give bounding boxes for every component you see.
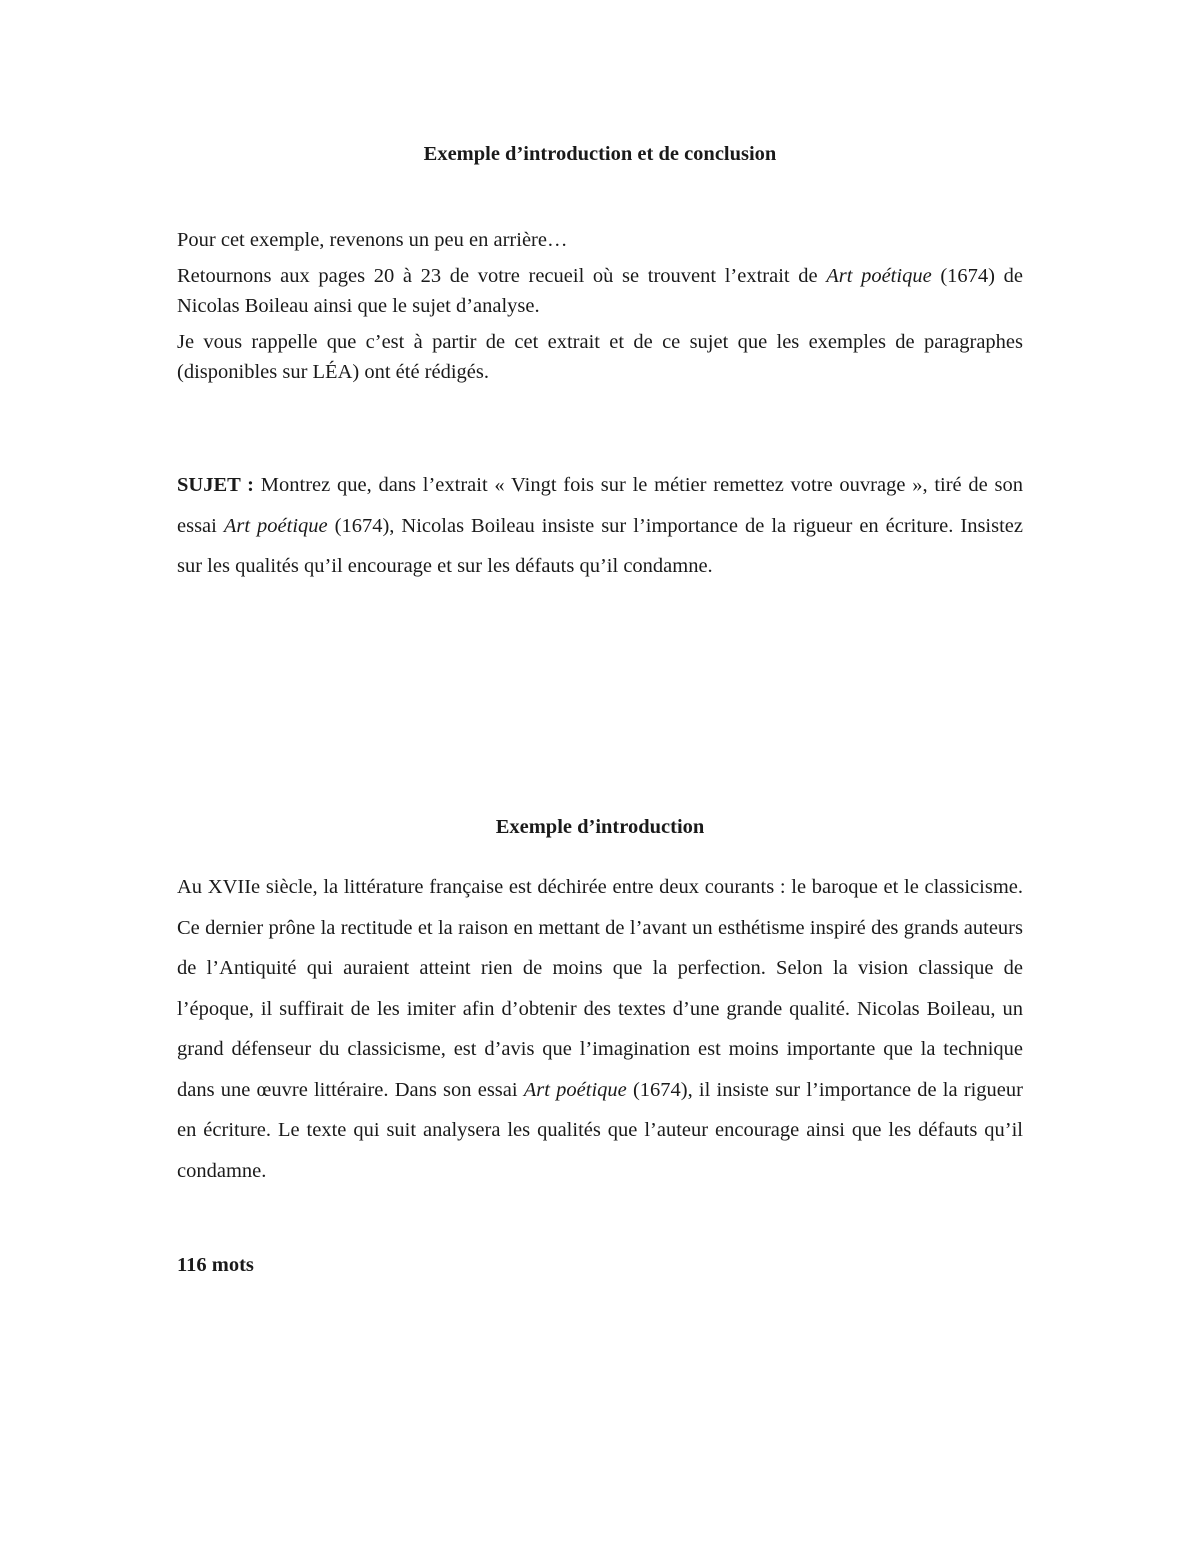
- introduction-paragraph: [177, 867, 1023, 1191]
- introduction-heading: Exemple d’introduction: [495, 816, 705, 838]
- subject-section: [177, 465, 1023, 587]
- subject-paragraph: [177, 465, 1023, 587]
- context-paragraph-3: Je vous rappelle que c’est à partir de cet extrait et de ce sujet que les exemples de paragraphes (disponibles sur LÉA) ont été rédigés.: [177, 331, 1023, 383]
- document-title: Exemple d’introduction et de conclusion: [423, 143, 777, 165]
- work-title: Art poétique: [826, 265, 932, 287]
- context-paragraph-2: [177, 261, 1023, 321]
- context-paragraph-1: Pour cet exemple, revenons un peu en arrière…: [177, 229, 568, 251]
- subject-work-title: Art poétique: [223, 514, 328, 537]
- introduction-text: Au XVIIe siècle, la littérature française est déchirée entre deux courants : le baroque et le classicisme. Ce dernier prône la rectitude et la raison en mettant de l’avant un esthétisme inspiré des grands auteurs de l’Antiquité qui auraient atteint rien de moins que la perfection. Selon la vision classique de l’époque, il suffirait de les imiter afin d’obtenir des textes d’une grande qualité. Nicolas Boileau, un grand défenseur du classicisme, est d’avis que l’imagination est moins importante que la technique dans une œuvre littéraire. Dans son essai: [177, 876, 1023, 1101]
- subject-text: Montrez que, dans l’extrait « Vingt fois sur le métier remettez votre ouvrage », tiré de son essai: [177, 474, 1023, 537]
- context-paragraph-2-text: Retournons aux pages 20 à 23 de votre recueil où se trouvent l’extrait de: [177, 265, 827, 287]
- context-paragraph-2-end: (1674) de Nicolas Boileau ainsi que le sujet d’analyse.: [177, 265, 1023, 317]
- introduction-text-end: (1674), il insiste sur l’importance de la rigueur en écriture. Le texte qui suit analysera les qualités que l’auteur encourage ainsi que les défauts qu’il condamne.: [177, 1078, 1023, 1182]
- context-section: [177, 225, 1023, 393]
- introduction-section: [177, 867, 1023, 1191]
- subject-text-end: (1674), Nicolas Boileau insiste sur l’importance de la rigueur en écriture. Insistez sur les qualités qu’il encourage et sur les défauts qu’il condamne.: [177, 514, 1023, 577]
- word-count: 116 mots: [177, 1254, 254, 1276]
- introduction-work-title: Art poétique: [523, 1078, 627, 1101]
- subject-label: SUJET :: [177, 474, 255, 496]
